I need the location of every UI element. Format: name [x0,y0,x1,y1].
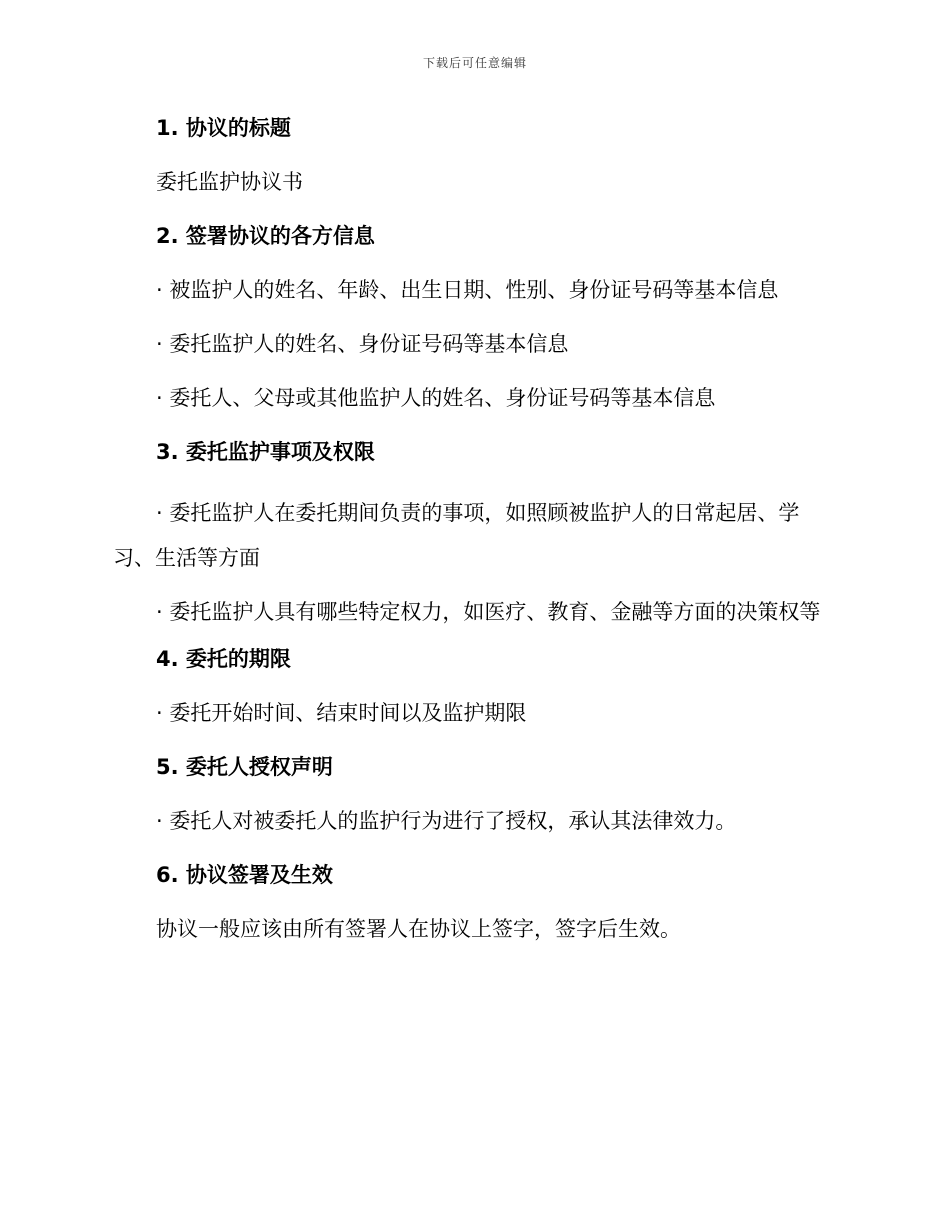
section-text: 委托监护协议书 [156,170,303,194]
bullet-item: · 委托人对被委托人的监护行为进行了授权，承认其法律效力。 [156,809,737,833]
section-heading: 5. 委托人授权声明 [156,755,333,779]
document-body [113,113,825,968]
section-heading: 3. 委托监护事项及权限 [156,440,375,464]
bullet-item: · 委托开始时间、结束时间以及监护期限 [156,701,527,725]
page-header: 下载后可任意编辑 [422,56,527,70]
section-heading: 6. 协议签署及生效 [156,863,333,887]
bullet-item: · 委托监护人具有哪些特定权力，如医疗、教育、金融等方面的决策权等 [156,600,821,624]
bullet-item: · 被监护人的姓名、年龄、出生日期、性别、身份证号码等基本信息 [156,278,779,302]
section-heading: 2. 签署协议的各方信息 [156,224,375,248]
section-text: 协议一般应该由所有签署人在协议上签字，签字后生效。 [156,917,681,941]
section-heading: 1. 协议的标题 [156,116,291,140]
bullet-item: · 委托监护人的姓名、身份证号码等基本信息 [156,332,569,356]
bullet-item: · 委托人、父母或其他监护人的姓名、身份证号码等基本信息 [156,386,716,410]
bullet-item: · 委托监护人在委托期间负责的事项，如照顾被监护人的日常起居、学习、生活等方面 [113,501,800,570]
section-heading: 4. 委托的期限 [156,647,291,671]
